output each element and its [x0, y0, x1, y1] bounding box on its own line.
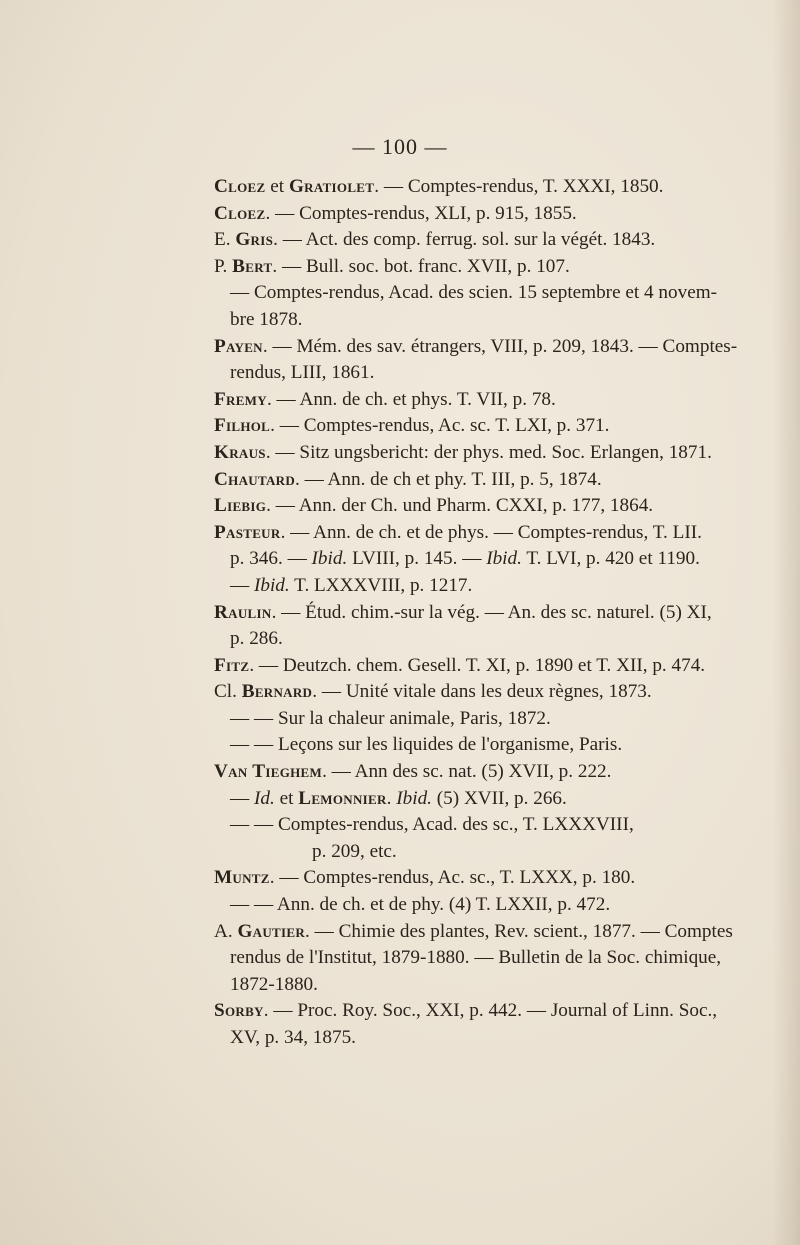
entry-text: . — Sitz ungsbericht: der phys. med. Soc. Erlangen, 1871.: [265, 441, 712, 463]
bibliography-list: [214, 174, 738, 1052]
entry-text: p. 209, etc.: [312, 840, 397, 862]
entry-text: . — Comptes-rendus, Ac. sc. T. LXI, p. 371.: [270, 415, 610, 437]
entry-line: [214, 174, 734, 201]
entry-text: . — Bull. soc. bot. franc. XVII, p. 107.: [272, 255, 570, 277]
entry-line: [214, 227, 734, 254]
entry-text: A.: [214, 920, 238, 942]
entry-text: T. LVI, p. 420 et 1190.: [521, 548, 700, 570]
bibliography-entry: [214, 653, 734, 680]
author-name: Van Tieghem: [214, 761, 323, 783]
author-name: Muntz: [214, 867, 270, 889]
entry-text: Cl.: [214, 681, 242, 703]
entry-text: . — Proc. Roy. Soc., XXI, p. 442. — Journal of Linn. Soc.,: [263, 1000, 718, 1022]
entry-text: —: [230, 787, 254, 809]
entry-line: [214, 413, 734, 440]
entry-text: . — Étud. chim.-sur la vég. — An. des sc. naturel. (5) XI,: [271, 601, 712, 623]
entry-text: . — Ann des sc. nat. (5) XVII, p. 222.: [322, 761, 612, 783]
entry-text: (5) XVII, p. 266.: [431, 787, 567, 809]
entry-text: T. LXXXVIII, p. 1217.: [289, 574, 473, 596]
entry-text: . — Unité vitale dans les deux règnes, 1873.: [312, 681, 652, 703]
bibliography-entry: [214, 759, 734, 865]
entry-text: et: [274, 787, 299, 809]
italic-reference: Id.: [253, 787, 275, 809]
bibliography-entry: [214, 520, 734, 600]
bibliography-entry: [214, 201, 734, 228]
page-number: — 100 —: [352, 134, 448, 159]
entry-text: LVIII, p. 145. —: [347, 548, 487, 570]
author-name: Pasteur: [214, 521, 281, 543]
entry-text: p. 346. —: [230, 548, 312, 570]
entry-line: [214, 679, 734, 706]
entry-text: . — Mém. des sav. étrangers, VIII, p. 209, 1843. — Comptes-: [262, 335, 738, 357]
entry-line: [214, 653, 734, 680]
entry-line: [214, 600, 734, 627]
entry-text: .: [386, 787, 397, 809]
entry-text: . — Chimie des plantes, Rev. scient., 1877. — Comptes: [305, 920, 733, 942]
entry-text: rendus, LIII, 1861.: [230, 362, 375, 384]
author-name: Bert: [232, 255, 273, 277]
bibliography-entry: [214, 493, 734, 520]
bibliography-entry: [214, 174, 734, 201]
italic-reference: Ibid.: [253, 574, 290, 596]
entry-text: E.: [214, 229, 236, 251]
author-name: Sorby: [214, 1000, 264, 1022]
entry-text: p. 286.: [230, 628, 283, 650]
entry-line: [214, 919, 734, 946]
author-name: Fitz: [214, 654, 250, 676]
entry-text: XV, p. 34, 1875.: [230, 1027, 356, 1048]
entry-text: . — Deutzch. chem. Gesell. T. XI, p. 1890 et T. XII, p. 474.: [249, 654, 706, 676]
entry-line: [214, 812, 734, 839]
entry-line: [214, 839, 734, 866]
bibliography-entry: [214, 334, 738, 387]
entry-text: et: [265, 176, 289, 197]
bibliography-entry: [214, 919, 734, 999]
entry-line: [214, 280, 734, 307]
entry-line: [214, 706, 734, 733]
author-name: Cloez: [214, 176, 266, 197]
entry-line: [214, 307, 734, 334]
entry-text: . — Ann. de ch. et phys. T. VII, p. 78.: [266, 388, 556, 410]
author-name: Filhol: [214, 415, 271, 437]
entry-line: [214, 998, 734, 1025]
bibliography-entry: [214, 679, 734, 759]
entry-line: [214, 201, 734, 228]
author-name: Payen: [214, 335, 263, 357]
bibliography-entry: [214, 413, 734, 440]
entry-line: [214, 732, 734, 759]
entry-text: . — Comptes-rendus, T. XXXI, 1850.: [374, 176, 664, 197]
entry-line: [214, 945, 734, 972]
entry-text: . — Ann. der Ch. und Pharm. CXXI, p. 177, 1864.: [266, 495, 654, 517]
entry-text: bre 1878.: [230, 308, 303, 330]
italic-reference: Ibid.: [311, 548, 348, 570]
entry-line: [214, 546, 734, 573]
entry-line: [214, 573, 734, 600]
entry-line: [214, 972, 734, 999]
entry-text: . — Act. des comp. ferrug. sol. sur la végét. 1843.: [273, 229, 656, 251]
italic-reference: Ibid.: [396, 787, 432, 809]
author-name: Bernard: [241, 681, 313, 703]
entry-line: [214, 626, 734, 653]
entry-text: — — Sur la chaleur animale, Paris, 1872.: [230, 707, 551, 729]
bibliography-entry: [214, 440, 734, 467]
entry-line: [214, 467, 734, 494]
author-name: Gratiolet: [288, 176, 375, 197]
bibliography-entry: [214, 600, 734, 653]
bibliography-entry: [214, 865, 734, 918]
entry-line: [214, 892, 734, 919]
entry-line: [214, 759, 734, 786]
author-name: Kraus: [214, 441, 266, 463]
entry-line: [214, 254, 734, 281]
entry-text: . — Ann. de ch. et de phys. — Comptes-rendus, T. LII.: [280, 521, 702, 543]
bibliography-entry: [214, 467, 734, 494]
entry-line: [214, 360, 734, 387]
bibliography-entry: [214, 387, 734, 414]
entry-text: —: [230, 574, 254, 596]
author-name: Fremy: [214, 388, 267, 410]
entry-line: [214, 387, 734, 414]
entry-line: [214, 440, 734, 467]
entry-text: rendus de l'Institut, 1879-1880. — Bulletin de la Soc. chimique,: [230, 947, 722, 969]
entry-text: — — Ann. de ch. et de phy. (4) T. LXXII, p. 472.: [230, 894, 611, 916]
bibliography-entry: [214, 998, 734, 1051]
author-name: Liebig: [214, 495, 267, 517]
entry-text: . — Comptes-rendus, Ac. sc., T. LXXX, p. 180.: [269, 867, 636, 889]
author-name: Chautard: [214, 468, 296, 490]
entry-line: [214, 786, 734, 813]
entry-text: 1872-1880.: [230, 973, 318, 995]
author-name: Cloez: [214, 202, 266, 224]
entry-text: . — Ann. de ch et phy. T. III, p. 5, 1874.: [295, 468, 602, 490]
bibliography-entry: [214, 227, 734, 254]
author-name: Gris: [235, 229, 274, 251]
entry-text: P.: [214, 255, 233, 277]
italic-reference: Ibid.: [486, 548, 522, 570]
author-name: Gautier: [237, 920, 306, 942]
entry-text: — — Leçons sur les liquides de l'organisme, Paris.: [230, 734, 623, 756]
author-name: Lemonnier: [298, 787, 387, 809]
entry-text: — — Comptes-rendus, Acad. des sc., T. LXXXVIII,: [230, 814, 634, 836]
entry-line: [214, 520, 734, 547]
entry-text: . — Comptes-rendus, XLI, p. 915, 1855.: [265, 202, 577, 224]
page-edge-shadow: [772, 0, 800, 1245]
entry-text: — Comptes-rendus, Acad. des scien. 15 septembre et 4 novem-: [230, 282, 718, 304]
entry-line: [214, 334, 738, 361]
entry-line: [214, 493, 734, 520]
bibliography-entry: [214, 254, 734, 334]
author-name: Raulin: [214, 601, 272, 623]
entry-line: [214, 1025, 734, 1052]
entry-line: [214, 865, 734, 892]
